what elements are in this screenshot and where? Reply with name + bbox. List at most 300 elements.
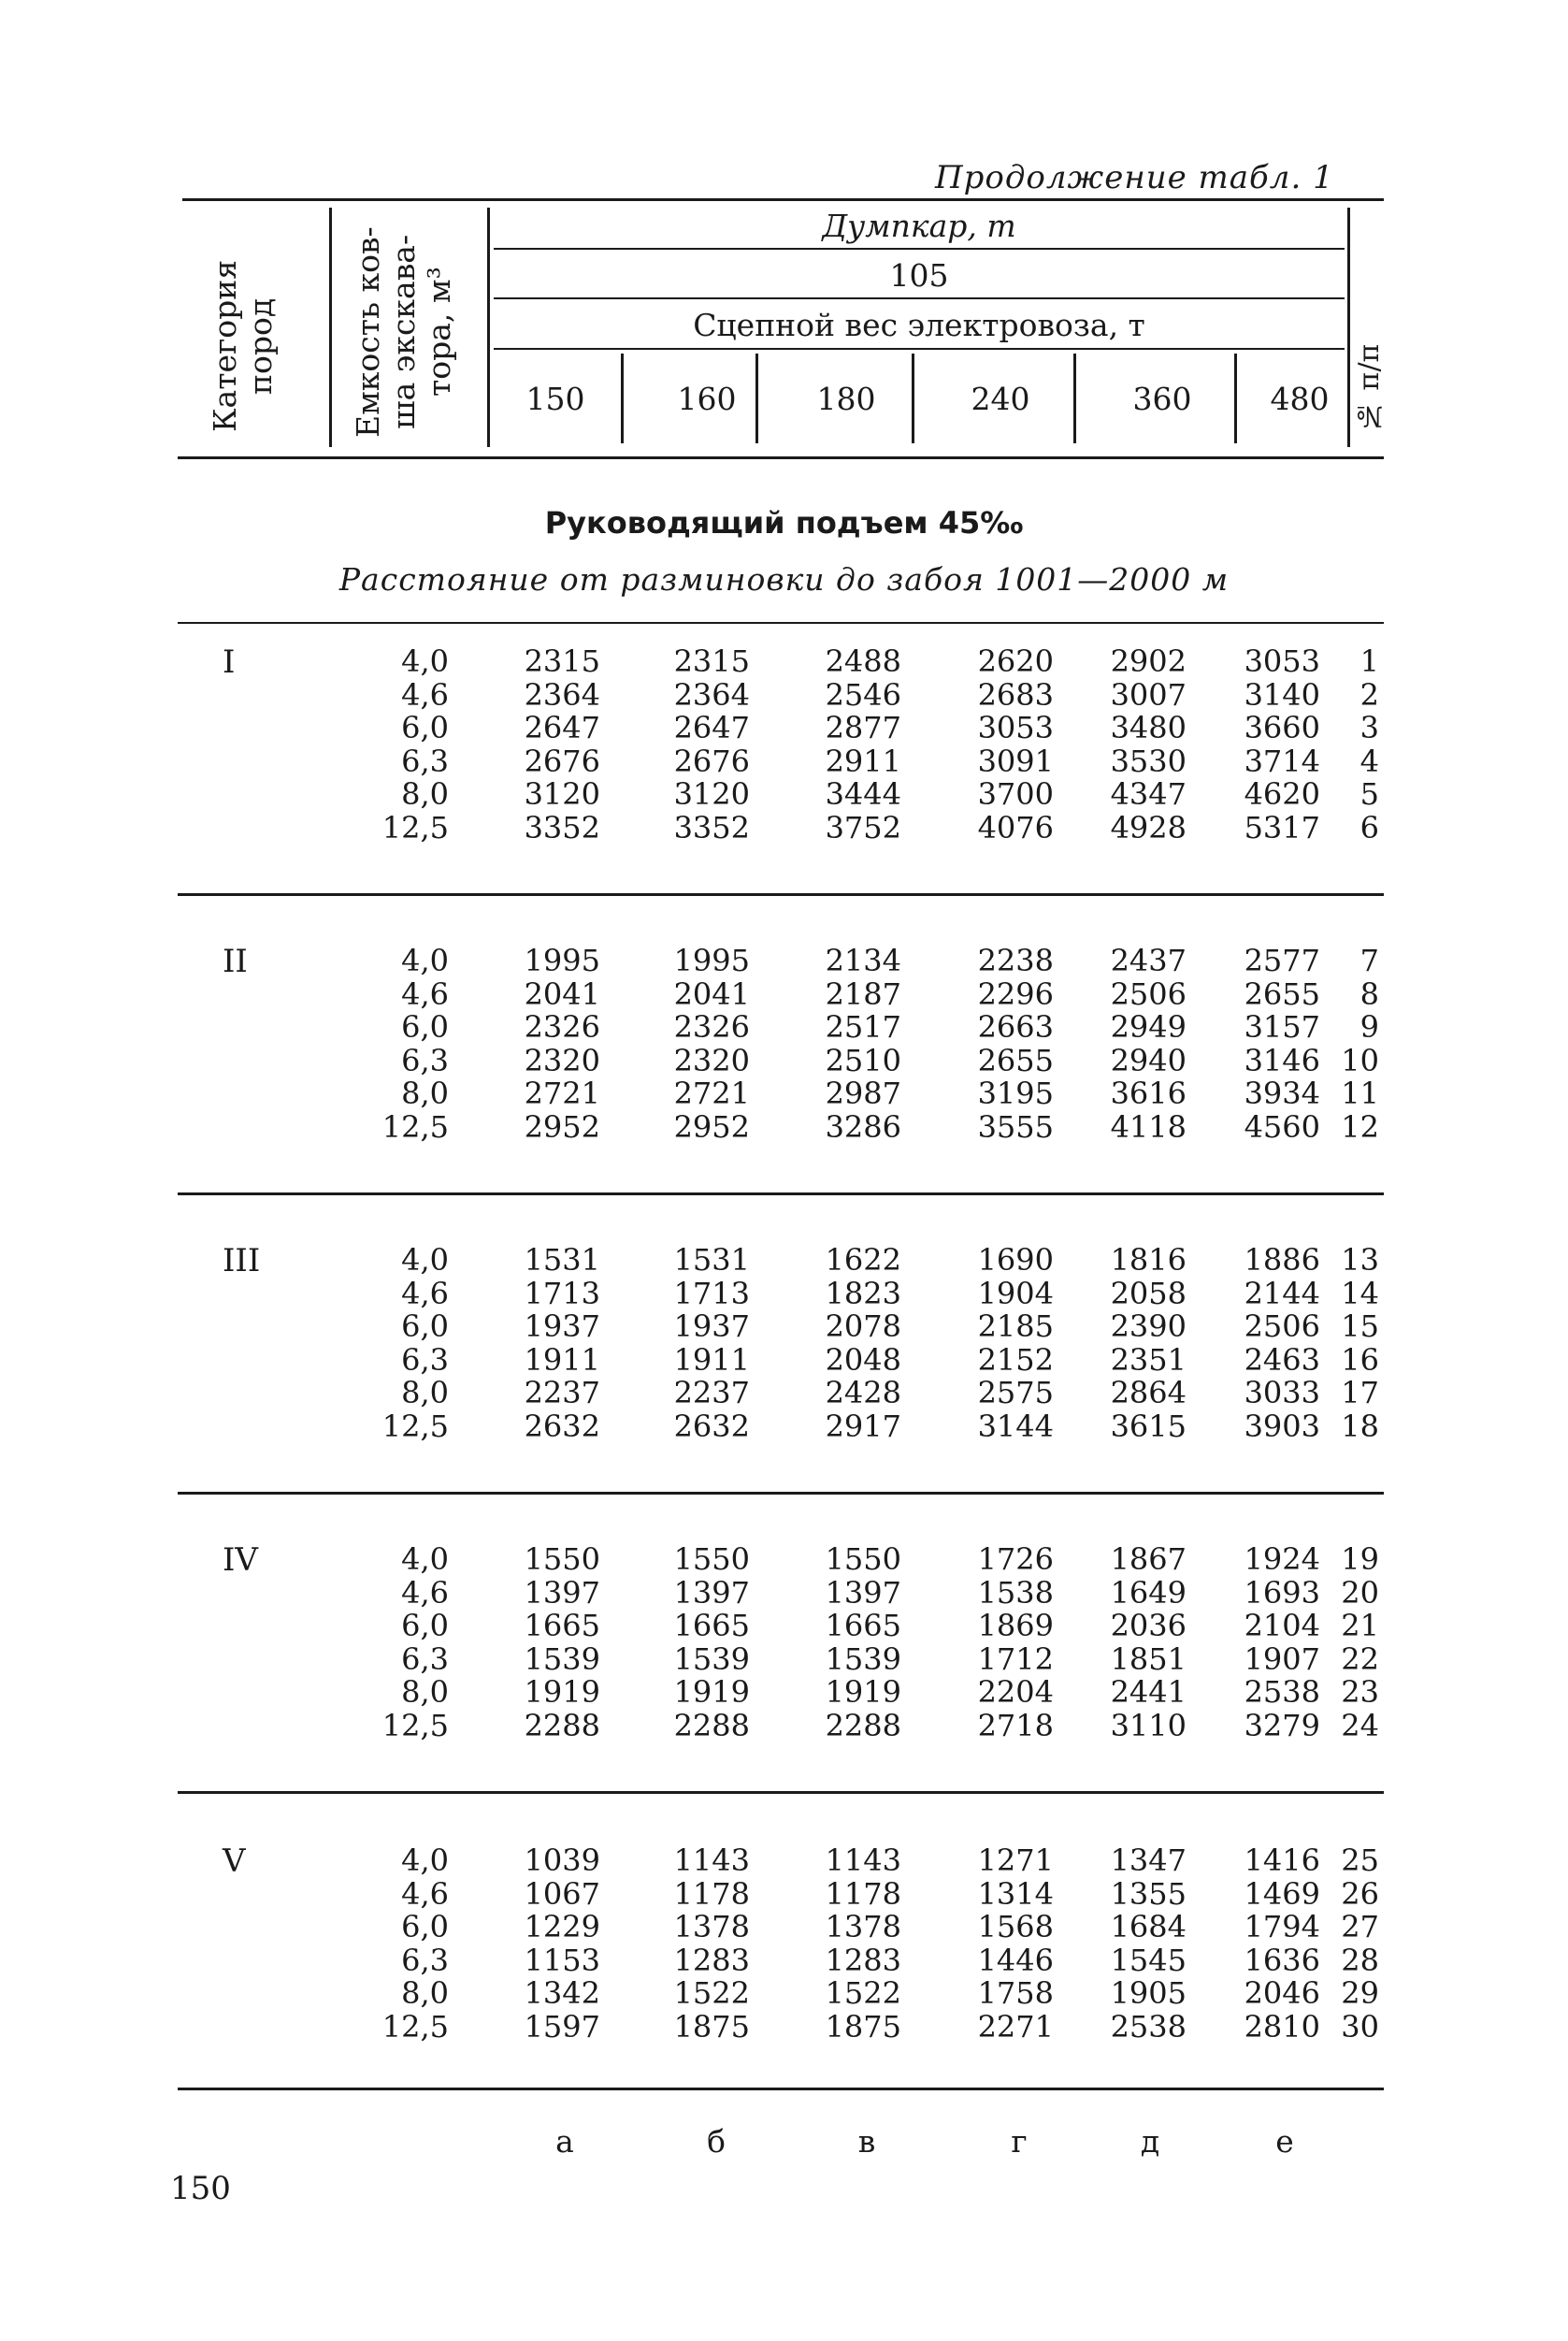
cell-cap: 8,0	[401, 1975, 449, 2011]
cell-d: 2949	[1110, 1009, 1187, 1045]
cell-b: 1178	[673, 1876, 750, 1912]
cell-g: 1904	[977, 1276, 1054, 1311]
cell-a: 2041	[524, 976, 600, 1012]
cell-a: 2676	[524, 744, 600, 779]
cell-v: 1397	[825, 1575, 901, 1611]
header-divider	[329, 208, 332, 447]
cell-a: 1995	[524, 943, 600, 978]
cell-a: 1937	[524, 1308, 600, 1344]
cell-a: 1550	[524, 1541, 600, 1577]
cell-a: 1153	[524, 1943, 600, 1978]
table-row	[168, 1342, 1384, 1376]
header-subdivider	[912, 354, 914, 443]
cell-g: 4076	[977, 810, 1054, 845]
cell-e: 1416	[1244, 1842, 1320, 1878]
cell-no: 20	[1341, 1575, 1379, 1611]
cell-cap: 6,0	[401, 1308, 449, 1344]
cell-a: 2237	[524, 1375, 600, 1410]
cell-cap: 4,6	[401, 1276, 449, 1311]
group-separator-rule	[178, 1492, 1384, 1495]
cell-g: 2185	[977, 1308, 1054, 1344]
cell-g: 1538	[977, 1575, 1054, 1611]
cell-b: 1665	[673, 1608, 750, 1643]
cell-v: 2517	[825, 1009, 901, 1045]
cell-no: 9	[1359, 1009, 1379, 1045]
cell-e: 3157	[1244, 1009, 1320, 1045]
table-row	[168, 1708, 1384, 1741]
table-row	[168, 1674, 1384, 1708]
category-label: IV	[223, 1541, 258, 1579]
cell-cap: 4,6	[401, 677, 449, 713]
page-number: 150	[170, 2170, 231, 2207]
cell-cap: 4,0	[401, 943, 449, 978]
cell-b: 1937	[673, 1308, 750, 1344]
table-row	[168, 643, 1384, 677]
cell-no: 29	[1341, 1975, 1379, 2011]
cell-e: 2577	[1244, 943, 1320, 978]
cell-d: 1545	[1110, 1943, 1187, 1978]
locomotive-weight-header	[494, 307, 1345, 343]
cell-cap: 8,0	[401, 1674, 449, 1710]
cell-d: 2058	[1110, 1276, 1187, 1311]
cell-cap: 6,0	[401, 1909, 449, 1944]
cell-v: 1539	[825, 1641, 901, 1677]
category-header: Категория пород	[207, 259, 279, 433]
cell-d: 3530	[1110, 744, 1187, 779]
cell-d: 1867	[1110, 1541, 1187, 1577]
cell-g: 2655	[977, 1043, 1054, 1078]
cell-b: 1919	[673, 1674, 750, 1710]
cell-b: 1875	[673, 2009, 750, 2045]
table-row	[168, 1541, 1384, 1575]
table-row	[168, 1842, 1384, 1876]
weight-col-240: 240	[971, 381, 1030, 417]
cell-b: 2952	[673, 1109, 750, 1145]
cell-v: 1919	[825, 1674, 901, 1710]
cell-v: 2288	[825, 1708, 901, 1743]
cell-e: 3714	[1244, 744, 1320, 779]
section-subtitle: Расстояние от разминовки до забоя 1001—2000 м	[338, 561, 1230, 598]
cell-a: 1665	[524, 1608, 600, 1643]
cell-a: 2320	[524, 1043, 600, 1078]
cell-e: 2144	[1244, 1276, 1320, 1311]
cell-g: 1271	[977, 1842, 1054, 1878]
cell-no: 5	[1359, 776, 1379, 812]
cell-v: 1522	[825, 1975, 901, 2011]
cell-g: 1690	[977, 1242, 1054, 1278]
cell-cap: 6,3	[401, 1342, 449, 1378]
cell-g: 2152	[977, 1342, 1054, 1378]
cell-v: 3752	[825, 810, 901, 845]
cell-g: 2663	[977, 1009, 1054, 1045]
table-row	[168, 2009, 1384, 2043]
cell-a: 1229	[524, 1909, 600, 1944]
table-row	[168, 1641, 1384, 1675]
table-row	[168, 1909, 1384, 1943]
cell-d: 2538	[1110, 2009, 1187, 2045]
cell-g: 2575	[977, 1375, 1054, 1410]
table-row	[168, 976, 1384, 1010]
cell-b: 1550	[673, 1541, 750, 1577]
cell-e: 1794	[1244, 1909, 1320, 1944]
cell-e: 4620	[1244, 776, 1320, 812]
cell-g: 2238	[977, 943, 1054, 978]
section-rule	[178, 622, 1384, 624]
section-title: Руководящий подъем 45‰	[544, 505, 1024, 541]
cell-no: 3	[1359, 710, 1379, 745]
header-subdivider	[621, 354, 624, 443]
cell-no: 1	[1359, 643, 1379, 679]
cell-v: 1143	[825, 1842, 901, 1878]
cell-g: 3195	[977, 1076, 1054, 1111]
cell-v: 2488	[825, 643, 901, 679]
cell-cap: 4,0	[401, 1242, 449, 1278]
category-label: III	[223, 1242, 261, 1279]
weight-col-150: 150	[525, 381, 585, 417]
cell-e: 3146	[1244, 1043, 1320, 1078]
cell-g: 1568	[977, 1909, 1054, 1944]
cell-no: 18	[1341, 1409, 1379, 1444]
cell-no: 25	[1341, 1842, 1379, 1878]
group-separator-rule	[178, 1791, 1384, 1794]
cell-cap: 4,6	[401, 976, 449, 1012]
cell-g: 3700	[977, 776, 1054, 812]
group-separator-rule	[178, 1192, 1384, 1195]
cell-d: 2506	[1110, 976, 1187, 1012]
cell-g: 2296	[977, 976, 1054, 1012]
cell-no: 19	[1341, 1541, 1379, 1577]
column-letter-a: а	[555, 2123, 574, 2160]
column-letter-b: б	[707, 2123, 726, 2160]
cell-v: 2877	[825, 710, 901, 745]
cell-no: 17	[1341, 1375, 1379, 1410]
cell-a: 3120	[524, 776, 600, 812]
cell-a: 2647	[524, 710, 600, 745]
weight-col-160: 160	[677, 381, 737, 417]
cell-a: 1039	[524, 1842, 600, 1878]
cell-g: 3555	[977, 1109, 1054, 1145]
cell-e: 2463	[1244, 1342, 1320, 1378]
cell-no: 14	[1341, 1276, 1379, 1311]
header-subdivider	[1073, 354, 1076, 443]
cell-e: 1636	[1244, 1943, 1320, 1978]
cell-v: 1622	[825, 1242, 901, 1278]
cell-a: 1342	[524, 1975, 600, 2011]
cell-d: 3615	[1110, 1409, 1187, 1444]
cell-cap: 4,6	[401, 1876, 449, 1912]
cell-d: 1816	[1110, 1242, 1187, 1278]
cell-d: 1905	[1110, 1975, 1187, 2011]
cell-d: 2902	[1110, 643, 1187, 679]
cell-d: 3616	[1110, 1076, 1187, 1111]
table-row	[168, 1043, 1384, 1077]
cell-no: 10	[1341, 1043, 1379, 1078]
cell-d: 1684	[1110, 1909, 1187, 1944]
cell-b: 1143	[673, 1842, 750, 1878]
cell-e: 2506	[1244, 1308, 1320, 1344]
table-row	[168, 1943, 1384, 1976]
cell-d: 2864	[1110, 1375, 1187, 1410]
table-row	[168, 776, 1384, 810]
cell-a: 3352	[524, 810, 600, 845]
column-letter-v: в	[857, 2123, 876, 2160]
table-row	[168, 744, 1384, 777]
cell-e: 4560	[1244, 1109, 1320, 1145]
cell-no: 23	[1341, 1674, 1379, 1710]
table-continuation-caption: Продолжение табл. 1	[935, 159, 1334, 196]
cell-v: 2428	[825, 1375, 901, 1410]
cell-d: 2351	[1110, 1342, 1187, 1378]
cell-g: 3091	[977, 744, 1054, 779]
header-rule	[494, 348, 1345, 350]
cell-d: 3480	[1110, 710, 1187, 745]
cell-e: 3903	[1244, 1409, 1320, 1444]
cell-d: 2036	[1110, 1608, 1187, 1643]
cell-b: 3120	[673, 776, 750, 812]
cell-v: 1875	[825, 2009, 901, 2045]
cell-v: 2917	[825, 1409, 901, 1444]
cell-b: 1531	[673, 1242, 750, 1278]
cell-a: 1713	[524, 1276, 600, 1311]
table-row	[168, 1409, 1384, 1442]
cell-e: 2538	[1244, 1674, 1320, 1710]
cell-v: 1550	[825, 1541, 901, 1577]
cell-a: 2952	[524, 1109, 600, 1145]
cell-v: 1378	[825, 1909, 901, 1944]
cell-b: 2237	[673, 1375, 750, 1410]
cell-d: 4118	[1110, 1109, 1187, 1145]
cell-v: 3444	[825, 776, 901, 812]
cell-e: 1693	[1244, 1575, 1320, 1611]
weight-text: Сцепной вес электровоза, т	[693, 307, 1145, 343]
cell-g: 1726	[977, 1541, 1054, 1577]
table-row	[168, 710, 1384, 744]
cell-e: 2104	[1244, 1608, 1320, 1643]
cell-d: 1355	[1110, 1876, 1187, 1912]
cell-cap: 12,5	[381, 2009, 449, 2045]
column-letter-d: д	[1140, 2123, 1160, 2160]
cell-b: 2326	[673, 1009, 750, 1045]
cell-a: 2721	[524, 1076, 600, 1111]
table-row	[168, 1575, 1384, 1609]
table-row	[168, 810, 1384, 844]
cell-no: 24	[1341, 1708, 1379, 1743]
table-row	[168, 943, 1384, 976]
cell-cap: 4,0	[401, 643, 449, 679]
cell-d: 2441	[1110, 1674, 1187, 1710]
table-row	[168, 1109, 1384, 1143]
cell-no: 2	[1359, 677, 1379, 713]
cell-e: 3660	[1244, 710, 1320, 745]
cell-e: 3934	[1244, 1076, 1320, 1111]
cell-cap: 4,0	[401, 1541, 449, 1577]
header-rule	[494, 297, 1345, 299]
cell-b: 2041	[673, 976, 750, 1012]
cell-d: 1851	[1110, 1641, 1187, 1677]
category-label: V	[223, 1842, 246, 1880]
cell-g: 2620	[977, 643, 1054, 679]
cell-b: 2315	[673, 643, 750, 679]
cell-cap: 8,0	[401, 776, 449, 812]
cell-b: 2647	[673, 710, 750, 745]
cell-no: 26	[1341, 1876, 1379, 1912]
cell-no: 16	[1341, 1342, 1379, 1378]
cell-v: 2987	[825, 1076, 901, 1111]
header-bottom-rule	[178, 456, 1384, 459]
cell-v: 1823	[825, 1276, 901, 1311]
cell-cap: 8,0	[401, 1076, 449, 1111]
cell-d: 2940	[1110, 1043, 1187, 1078]
cell-g: 2718	[977, 1708, 1054, 1743]
cell-d: 4928	[1110, 810, 1187, 845]
cell-e: 1469	[1244, 1876, 1320, 1912]
cell-e: 1886	[1244, 1242, 1320, 1278]
cell-d: 2390	[1110, 1308, 1187, 1344]
column-letter-g: г	[1011, 2123, 1028, 2160]
cell-b: 1397	[673, 1575, 750, 1611]
cell-b: 2721	[673, 1076, 750, 1111]
cell-b: 1522	[673, 1975, 750, 2011]
cell-b: 1713	[673, 1276, 750, 1311]
cell-b: 1911	[673, 1342, 750, 1378]
cell-v: 2546	[825, 677, 901, 713]
cell-no: 7	[1359, 943, 1379, 978]
cell-d: 1347	[1110, 1842, 1187, 1878]
cell-no: 22	[1341, 1641, 1379, 1677]
cell-e: 3140	[1244, 677, 1320, 713]
cell-b: 3352	[673, 810, 750, 845]
cell-v: 2510	[825, 1043, 901, 1078]
cell-g: 3053	[977, 710, 1054, 745]
cell-g: 1869	[977, 1608, 1054, 1643]
cell-a: 1067	[524, 1876, 600, 1912]
cell-a: 2364	[524, 677, 600, 713]
cell-e: 3053	[1244, 643, 1320, 679]
cell-b: 1283	[673, 1943, 750, 1978]
cell-b: 2632	[673, 1409, 750, 1444]
weight-col-180: 180	[816, 381, 876, 417]
cell-b: 2288	[673, 1708, 750, 1743]
cell-cap: 4,0	[401, 1842, 449, 1878]
cell-g: 1712	[977, 1641, 1054, 1677]
cell-cap: 6,3	[401, 1943, 449, 1978]
cell-cap: 12,5	[381, 1409, 449, 1444]
cell-d: 4347	[1110, 776, 1187, 812]
cell-g: 2683	[977, 677, 1054, 713]
cell-cap: 6,0	[401, 1608, 449, 1643]
cell-a: 2288	[524, 1708, 600, 1743]
category-label: II	[223, 943, 248, 980]
weight-col-360: 360	[1132, 381, 1192, 417]
group-separator-rule	[178, 2088, 1384, 2090]
cell-no: 8	[1359, 976, 1379, 1012]
cell-cap: 6,0	[401, 710, 449, 745]
cell-cap: 12,5	[381, 810, 449, 845]
row-number-header: № п/п	[1353, 343, 1386, 433]
cell-v: 3286	[825, 1109, 901, 1145]
cell-d: 1649	[1110, 1575, 1187, 1611]
table-row	[168, 1975, 1384, 2009]
table-row	[168, 1876, 1384, 1910]
cell-e: 2810	[1244, 2009, 1320, 2045]
cell-e: 2046	[1244, 1975, 1320, 2011]
table-row	[168, 1608, 1384, 1641]
cell-e: 2655	[1244, 976, 1320, 1012]
table-row	[168, 677, 1384, 711]
cell-cap: 6,3	[401, 1641, 449, 1677]
cell-a: 2326	[524, 1009, 600, 1045]
cell-b: 1378	[673, 1909, 750, 1944]
cell-v: 2187	[825, 976, 901, 1012]
table-row	[168, 1375, 1384, 1409]
dumpcar-header: Думпкар, т	[822, 208, 1016, 244]
cell-no: 11	[1341, 1076, 1379, 1111]
capacity-header: Емкость ков- ша экскава- тора, м³	[350, 226, 457, 438]
category-label: I	[223, 643, 236, 681]
table-row	[168, 1276, 1384, 1309]
header-top-rule	[182, 198, 1384, 201]
group-separator-rule	[178, 893, 1384, 896]
cell-v: 1283	[825, 1943, 901, 1978]
table-row	[168, 1009, 1384, 1043]
cell-v: 2048	[825, 1342, 901, 1378]
cell-a: 1539	[524, 1641, 600, 1677]
cell-no: 15	[1341, 1308, 1379, 1344]
cell-cap: 6,3	[401, 1043, 449, 1078]
cell-g: 1314	[977, 1876, 1054, 1912]
cell-a: 1919	[524, 1674, 600, 1710]
cell-e: 1924	[1244, 1541, 1320, 1577]
cell-cap: 8,0	[401, 1375, 449, 1410]
cell-no: 28	[1341, 1943, 1379, 1978]
cell-cap: 4,6	[401, 1575, 449, 1611]
cell-b: 2320	[673, 1043, 750, 1078]
cell-a: 1911	[524, 1342, 600, 1378]
cell-e: 1907	[1244, 1641, 1320, 1677]
cell-a: 1397	[524, 1575, 600, 1611]
cell-e: 3033	[1244, 1375, 1320, 1410]
cell-cap: 6,0	[401, 1009, 449, 1045]
column-letter-e: е	[1275, 2123, 1294, 2160]
cell-v: 2911	[825, 744, 901, 779]
cell-no: 4	[1359, 744, 1379, 779]
cell-v: 2078	[825, 1308, 901, 1344]
cell-a: 1597	[524, 2009, 600, 2045]
cell-b: 2364	[673, 677, 750, 713]
header-rule	[494, 248, 1345, 250]
cell-d: 3110	[1110, 1708, 1187, 1743]
table-row	[168, 1308, 1384, 1342]
cell-b: 2676	[673, 744, 750, 779]
cell-a: 2632	[524, 1409, 600, 1444]
cell-v: 1178	[825, 1876, 901, 1912]
cell-no: 30	[1341, 2009, 1379, 2045]
cell-cap: 12,5	[381, 1109, 449, 1145]
cell-b: 1995	[673, 943, 750, 978]
cell-v: 2134	[825, 943, 901, 978]
cell-no: 6	[1359, 810, 1379, 845]
cell-d: 2437	[1110, 943, 1187, 978]
cell-a: 2315	[524, 643, 600, 679]
cell-v: 1665	[825, 1608, 901, 1643]
cell-g: 2204	[977, 1674, 1054, 1710]
header-divider	[487, 208, 490, 447]
cell-g: 1758	[977, 1975, 1054, 2011]
cell-no: 21	[1341, 1608, 1379, 1643]
cell-a: 1531	[524, 1242, 600, 1278]
table-row	[168, 1076, 1384, 1109]
cell-cap: 12,5	[381, 1708, 449, 1743]
